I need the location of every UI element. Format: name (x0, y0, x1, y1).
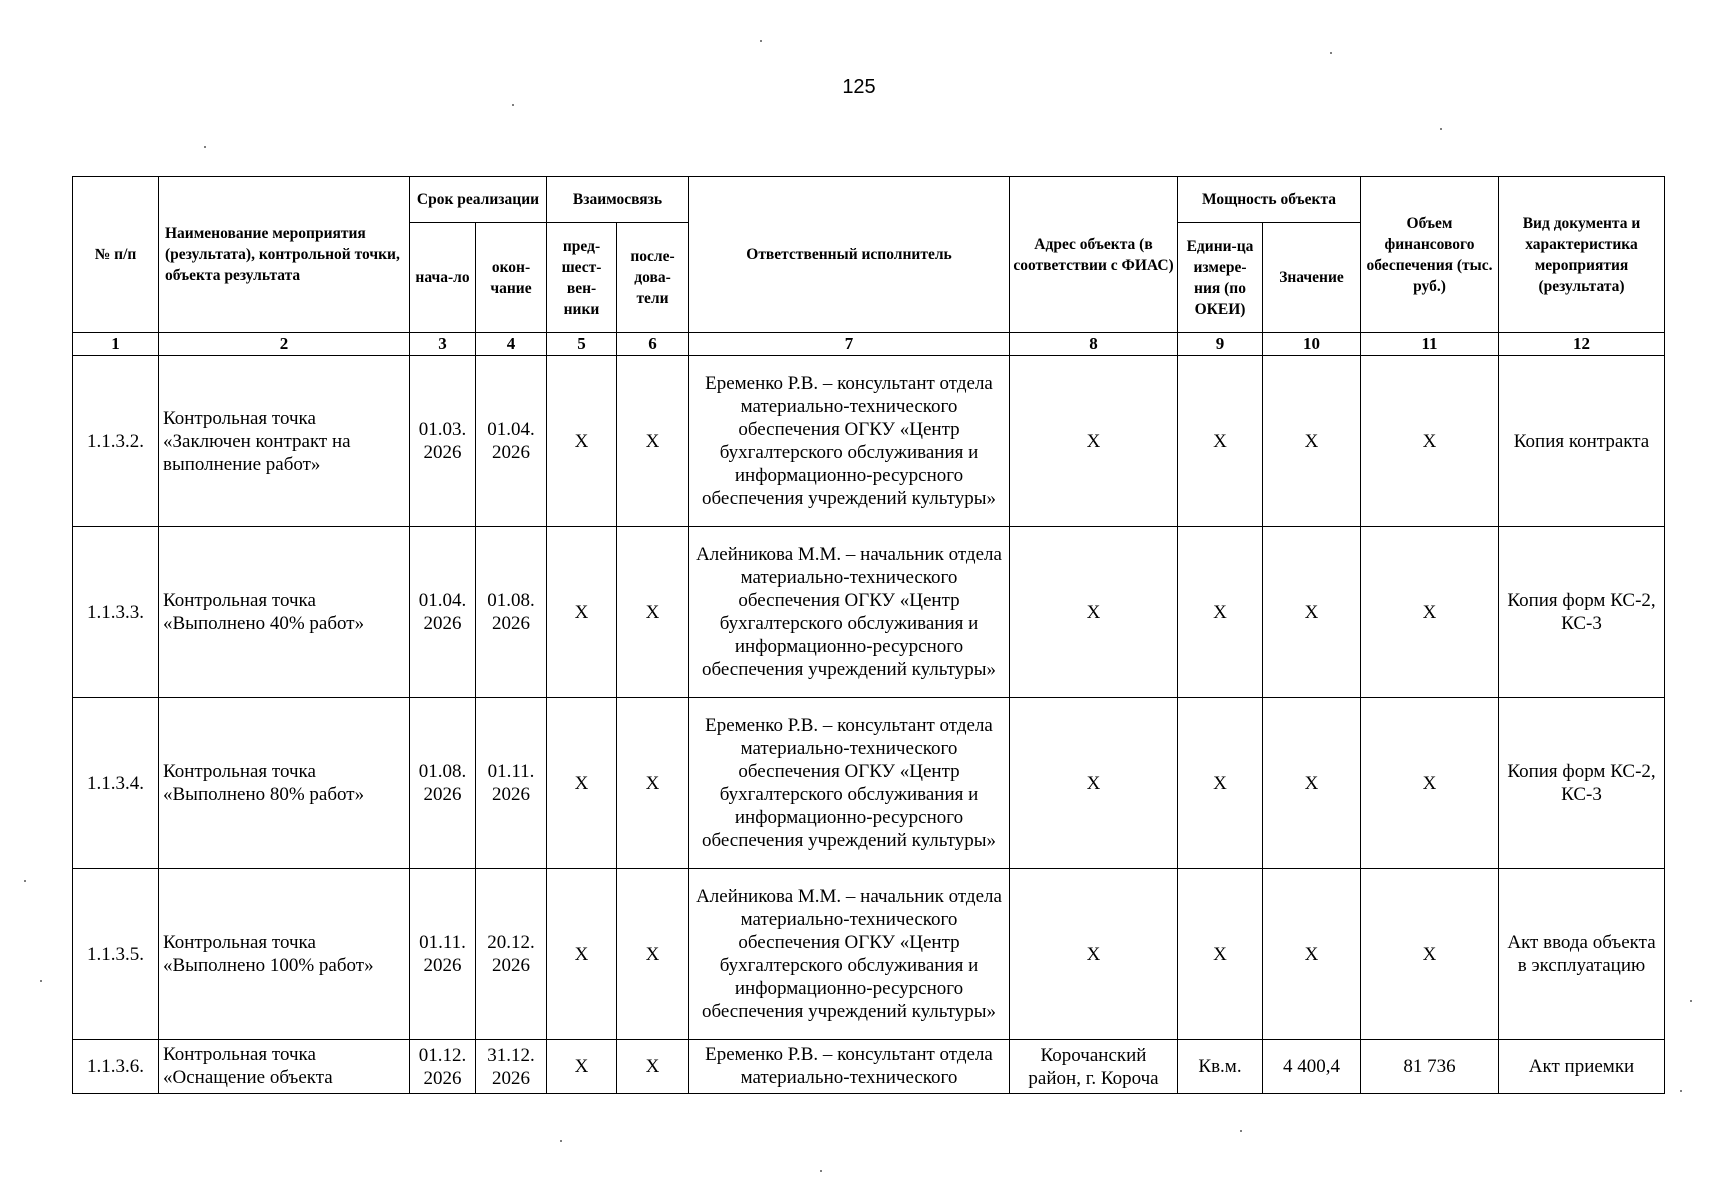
row-finance: X (1361, 698, 1499, 869)
row-end: 01.11. 2026 (476, 698, 547, 869)
column-number: 5 (547, 333, 617, 356)
row-name: Контрольная точка «Выполнено 100% работ» (159, 869, 410, 1040)
row-responsible: Еременко Р.В. – консультант отдела материально-технического обеспечения ОГКУ «Центр бухгалтерского обслуживания и информационно-ресурсного обеспечения учреждений культуры» (689, 356, 1010, 527)
header-link-succ: после-дова-тели (617, 223, 689, 333)
row-name (159, 1040, 410, 1094)
row-start: 01.11. 2026 (410, 869, 476, 1040)
header-term-start: нача-ло (410, 223, 476, 333)
row-end: 01.08. 2026 (476, 527, 547, 698)
row-pred: X (547, 527, 617, 698)
column-number: 8 (1010, 333, 1178, 356)
row-num: 1.1.3.3. (73, 527, 159, 698)
row-num: 1.1.3.4. (73, 698, 159, 869)
row-succ: X (617, 356, 689, 527)
row-unit: X (1178, 356, 1263, 527)
row-pred: X (547, 1040, 617, 1094)
row-finance: X (1361, 356, 1499, 527)
row-end: 20.12. 2026 (476, 869, 547, 1040)
row-start: 01.08. 2026 (410, 698, 476, 869)
row-value: X (1263, 356, 1361, 527)
header-responsible: Ответственный исполнитель (689, 177, 1010, 333)
row-num: 1.1.3.5. (73, 869, 159, 1040)
column-number: 10 (1263, 333, 1361, 356)
header-link-pred: пред-шест-вен-ники (547, 223, 617, 333)
row-pred: X (547, 869, 617, 1040)
row-address: X (1010, 869, 1178, 1040)
row-start: 01.03. 2026 (410, 356, 476, 527)
table-row (73, 527, 1665, 698)
plan-table (72, 176, 1665, 1094)
table-row (73, 869, 1665, 1040)
row-succ: X (617, 698, 689, 869)
row-succ: X (617, 869, 689, 1040)
row-responsible: Алейникова М.М. – начальник отдела материально-технического обеспечения ОГКУ «Центр бухгалтерского обслуживания и информационно-ресурсного обеспечения учреждений культуры» (689, 527, 1010, 698)
row-num: 1.1.3.2. (73, 356, 159, 527)
row-name: Контрольная точка «Выполнено 80% работ» (159, 698, 410, 869)
header-name: Наименование мероприятия (результата), контрольной точки, объекта результата (159, 177, 410, 333)
table-row (73, 356, 1665, 527)
header-capacity: Мощность объекта (1178, 177, 1361, 223)
column-number: 1 (73, 333, 159, 356)
row-num: 1.1.3.6. (73, 1040, 159, 1094)
row-end: 31.12. 2026 (476, 1040, 547, 1094)
row-value: X (1263, 869, 1361, 1040)
row-doc: Акт приемки (1499, 1040, 1665, 1094)
row-start: 01.04. 2026 (410, 527, 476, 698)
header-address: Адрес объекта (в соответствии с ФИАС) (1010, 177, 1178, 333)
table-row (73, 698, 1665, 869)
column-number: 6 (617, 333, 689, 356)
table-row (73, 1040, 1665, 1094)
row-value: X (1263, 527, 1361, 698)
row-address: Корочанский район, г. Короча (1010, 1040, 1178, 1094)
header-term-end: окон-чание (476, 223, 547, 333)
row-doc: Копия форм КС-2, КС-3 (1499, 698, 1665, 869)
row-finance: 81 736 (1361, 1040, 1499, 1094)
row-pred: X (547, 356, 617, 527)
row-finance: X (1361, 869, 1499, 1040)
row-value: X (1263, 698, 1361, 869)
row-succ: X (617, 527, 689, 698)
row-doc: Копия контракта (1499, 356, 1665, 527)
column-number: 2 (159, 333, 410, 356)
row-name-text: Контрольная точка «Оснащение объекта (163, 1044, 333, 1088)
row-responsible: Еременко Р.В. – консультант отдела материально-технического обеспечения ОГКУ «Центр бухгалтерского обслуживания и информационно-ресурсного обеспечения учреждений культуры» (689, 698, 1010, 869)
row-value: 4 400,4 (1263, 1040, 1361, 1094)
column-number: 4 (476, 333, 547, 356)
row-name: Контрольная точка «Выполнено 40% работ» (159, 527, 410, 698)
row-end: 01.04. 2026 (476, 356, 547, 527)
row-address: X (1010, 356, 1178, 527)
row-unit: X (1178, 527, 1263, 698)
header-capacity-value: Значение (1263, 223, 1361, 333)
row-address: X (1010, 698, 1178, 869)
column-numbers-row (73, 333, 1665, 356)
row-start: 01.12. 2026 (410, 1040, 476, 1094)
row-address: X (1010, 527, 1178, 698)
column-number: 9 (1178, 333, 1263, 356)
header-capacity-unit: Едини-ца измере-ния (по ОКЕИ) (1178, 223, 1263, 333)
header-term: Срок реализации (410, 177, 547, 223)
column-number: 11 (1361, 333, 1499, 356)
row-doc: Копия форм КС-2, КС-3 (1499, 527, 1665, 698)
row-responsible: Алейникова М.М. – начальник отдела материально-технического обеспечения ОГКУ «Центр бухгалтерского обслуживания и информационно-ресурсного обеспечения учреждений культуры» (689, 869, 1010, 1040)
row-unit: X (1178, 698, 1263, 869)
header-num: № п/п (73, 177, 159, 333)
column-number: 12 (1499, 333, 1665, 356)
header-finance: Объем финансового обеспечения (тыс. руб.) (1361, 177, 1499, 333)
column-number: 7 (689, 333, 1010, 356)
row-name: Контрольная точка «Заключен контракт на выполнение работ» (159, 356, 410, 527)
header-doc: Вид документа и характеристика мероприятия (результата) (1499, 177, 1665, 333)
row-responsible (689, 1040, 1010, 1094)
column-number: 3 (410, 333, 476, 356)
row-pred: X (547, 698, 617, 869)
row-doc: Акт ввода объекта в эксплуатацию (1499, 869, 1665, 1040)
row-responsible-text: Еременко Р.В. – консультант отдела материально-технического (705, 1044, 993, 1088)
header-link: Взаимосвязь (547, 177, 689, 223)
row-succ: X (617, 1040, 689, 1094)
row-unit: Кв.м. (1178, 1040, 1263, 1094)
row-finance: X (1361, 527, 1499, 698)
page-number: 125 (842, 76, 876, 98)
row-unit: X (1178, 869, 1263, 1040)
